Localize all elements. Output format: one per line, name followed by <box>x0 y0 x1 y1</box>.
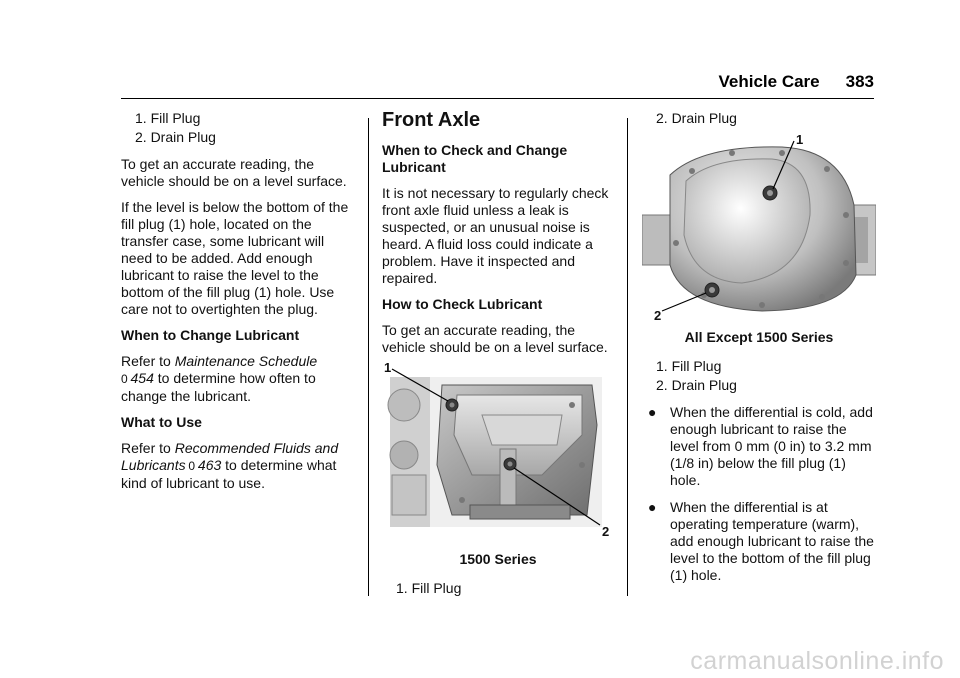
bullet-text: When the differential is cold, add enough lubricant to raise the level from 0 mm (0 in) to 3.2 mm (1/8 in) below the fill plug (1) hole. <box>670 404 873 488</box>
paragraph-maintenance-ref <box>121 353 353 405</box>
list-item: 1. Fill Plug <box>656 358 722 374</box>
page-ref-icon: 0 <box>188 459 196 473</box>
paragraph: To get an accurate reading, the vehicle should be on a level surface. <box>382 322 608 355</box>
axle-figure-1500 <box>382 360 614 545</box>
subheading: How to Check Lubricant <box>382 296 543 312</box>
figure-caption: All Except 1500 Series <box>684 329 834 345</box>
bullet-icon: ● <box>648 499 657 515</box>
page-ref-number: 454 <box>130 370 154 386</box>
axle-all-except-1500-illustration <box>642 135 876 315</box>
left-column <box>121 108 353 501</box>
paragraph: It is not necessary to regularly check front axle fluid unless a leak is suspected, or an unusual noise is heard. A fluid loss could indicate a problem. Have it inspected and repaired. <box>382 185 609 286</box>
page-ref[interactable] <box>121 370 154 386</box>
refer-suffix: to determine how often to change the lubricant. <box>121 370 316 404</box>
maintenance-schedule-link[interactable]: Maintenance Schedule <box>174 353 318 369</box>
callout-drain-plug: 2 <box>602 524 610 539</box>
callout-drain-plug: 2 <box>654 308 662 323</box>
axle-1500-illustration <box>382 365 614 545</box>
bullet-icon: ● <box>648 404 657 420</box>
right-column <box>642 108 876 594</box>
subheading: What to Use <box>121 414 202 430</box>
section-title: Front Axle <box>382 109 481 131</box>
list-item: 1. Fill Plug <box>396 580 462 596</box>
list-item: 2. Drain Plug <box>656 110 737 126</box>
figure-caption: 1500 Series <box>459 551 537 567</box>
page-ref-icon: 0 <box>121 372 128 386</box>
bullet-item <box>642 404 876 489</box>
page-header <box>719 72 875 92</box>
middle-column <box>382 108 614 599</box>
column-divider <box>627 118 628 596</box>
callout-fill-plug: 1 <box>796 132 804 147</box>
bullet-text: When the differential is at operating temperature (warm), add enough lubricant to raise the level to the bottom of the fill plug (1) hole. <box>670 499 874 583</box>
paragraph: If the level is below the bottom of the fill plug (1) hole, located on the transfer case, some lubricant will need to be added. Add enough lubricant to raise the level to the bottom of the fill plug (1) hole. Use care not to overtighten the plug. <box>121 199 349 317</box>
list-item: 2. Drain Plug <box>135 129 216 145</box>
refer-suffix: to determine what kind of lubricant to use. <box>121 457 337 491</box>
axle-figure-all-except-1500 <box>642 132 876 323</box>
paragraph: To get an accurate reading, the vehicle should be on a level surface. <box>121 156 347 189</box>
subheading: When to Change Lubricant <box>121 327 300 343</box>
page-number: 383 <box>845 72 874 91</box>
paragraph-fluids-ref <box>121 440 353 492</box>
watermark: carmanualsonline.info <box>690 647 944 675</box>
subheading: When to Check and Change Lubricant <box>382 142 568 175</box>
refer-prefix: Refer to <box>121 440 175 456</box>
list-item: 1. Fill Plug <box>135 110 201 126</box>
page-ref[interactable] <box>188 457 221 473</box>
callout-fill-plug: 1 <box>384 360 392 375</box>
page-ref-number: 463 <box>197 457 222 473</box>
header-rule <box>121 98 874 99</box>
section-name: Vehicle Care <box>718 72 820 91</box>
list-item: 2. Drain Plug <box>656 377 737 393</box>
column-divider <box>368 118 369 596</box>
refer-prefix: Refer to <box>121 353 175 369</box>
recommended-fluids-link[interactable]: Recommended Fluids and Lubricants <box>121 440 339 473</box>
bullet-item <box>642 499 876 584</box>
